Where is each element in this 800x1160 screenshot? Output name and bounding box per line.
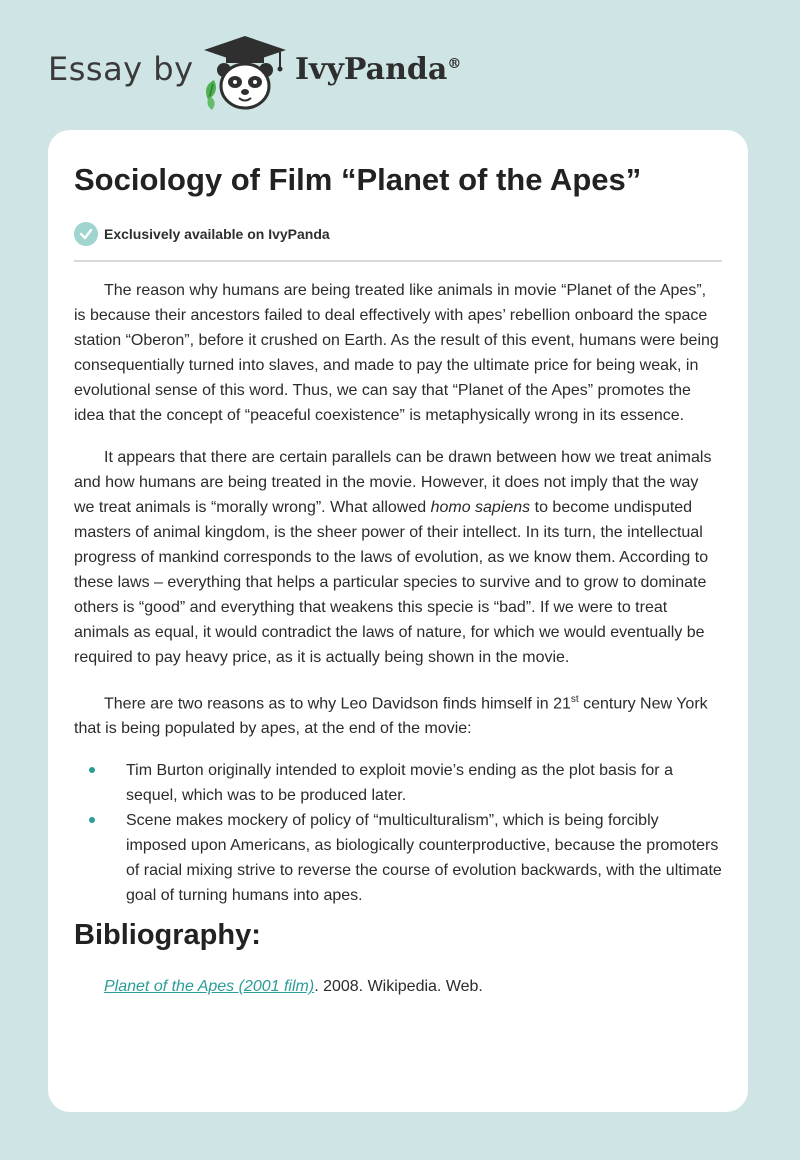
exclusive-badge [74, 222, 330, 246]
list-item: Tim Burton originally intended to exploit movie’s ending as the plot basis for a sequel, which was to be produced later. [126, 758, 722, 808]
divider [74, 260, 722, 262]
paragraph-2: It appears that there are certain parallels can be drawn between how we treat animals and how humans are being treated in the movie. However, it does not imply that the way we treat animals is “morally wrong”. What allowed homo sapiens to become undisputed masters of animal kingdom, is the sheer power of their intellect. In its turn, the intellectual progress of mankind corresponds to the laws of evolution, as we know them. According to these laws – everything that helps a particular species to survive and to grow to dominate others is “good” and everything that weakens this specie is “bad”. If we were to treat animals as equal, it would contradict the laws of nature, for which we would eventually be required to pay heavy price, as it is actually being shown in the movie. [74, 449, 712, 666]
list-item: Scene makes mockery of policy of “multiculturalism”, which is being forcibly imposed upon Americans, as biologically counterproductive, because the promoters of racial mixing strive to reverse the course of evolution backwards, with the ultimate goal of turning humans into apes. [126, 808, 722, 908]
essay-card [48, 130, 748, 1112]
site-header [0, 0, 800, 120]
paragraph-3: There are two reasons as to why Leo Davidson finds himself in 21st century New York that is being populated by apes, at the end of the movie: [74, 694, 708, 738]
bullet-icon [89, 767, 95, 773]
panda-logo-icon[interactable] [200, 34, 290, 114]
page-title: Sociology of Film “Planet of the Apes” [74, 162, 642, 197]
bibliography-heading: Bibliography: [74, 919, 261, 952]
bibliography-link[interactable]: Planet of the Apes (2001 film) [104, 978, 315, 996]
brand-name[interactable]: IvyPanda® [295, 52, 462, 87]
essay-body [74, 278, 722, 999]
exclusive-text: Exclusively available on IvyPanda [104, 226, 330, 242]
registered-mark: ® [447, 56, 462, 72]
italic-term: homo sapiens [430, 499, 531, 516]
reasons-list [74, 758, 722, 908]
ordinal-suffix: st [570, 694, 579, 705]
bullet-icon [89, 817, 95, 823]
essay-by-label: Essay by [48, 50, 194, 88]
paragraph-1: The reason why humans are being treated like animals in movie “Planet of the Apes”, is because their ancestors failed to deal effectively with apes’ rebellion onboard the space station “Oberon”, before it crushed on Earth. As the result of this event, humans were being consequentially turned into slaves, and made to pay the ultimate price for being weak, in evolutional sense of this word. Thus, we can say that “Planet of the Apes” promotes the idea that the concept of “peaceful coexistence” is metaphysically wrong in its essence. [74, 282, 719, 424]
bibliography-entry: Planet of the Apes (2001 film). 2008. Wikipedia. Web. [104, 978, 483, 996]
check-icon [74, 222, 98, 246]
